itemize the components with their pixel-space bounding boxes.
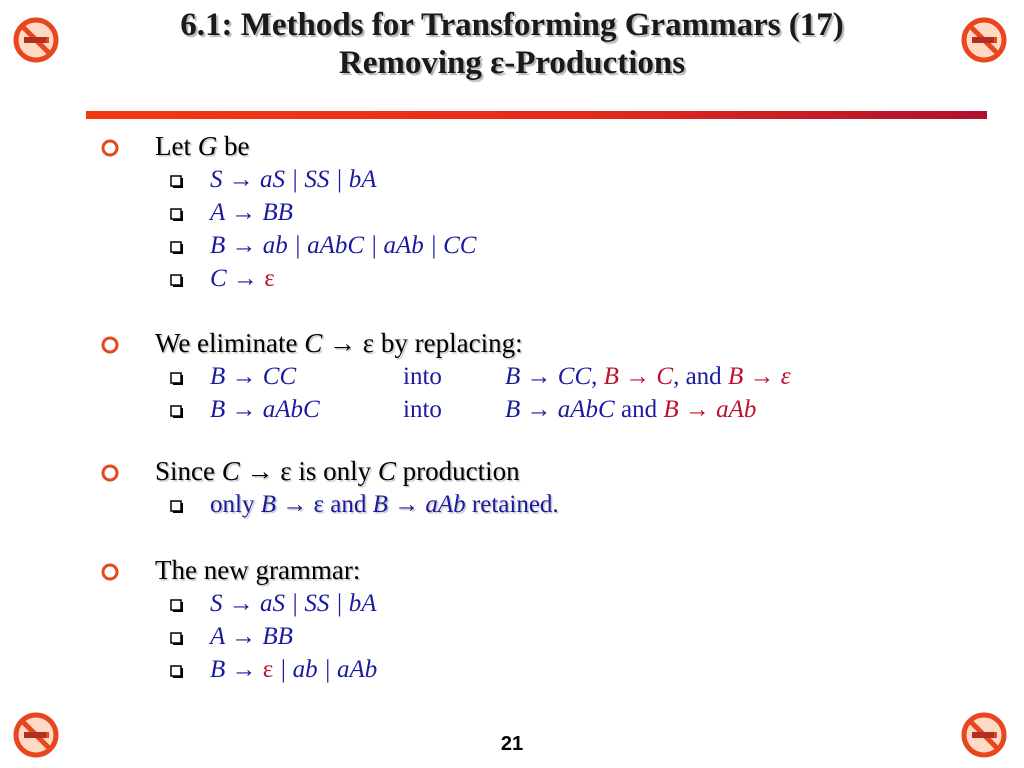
text: into xyxy=(403,396,442,423)
epsilon: ε xyxy=(264,265,275,292)
square-checkbox-bullet-icon xyxy=(170,405,184,419)
text: → ε and xyxy=(275,491,373,518)
section-2-heading xyxy=(155,327,523,359)
rule-s4-2: A → BB xyxy=(210,623,293,650)
text: and xyxy=(614,396,664,423)
text: G xyxy=(197,131,218,161)
text: We eliminate xyxy=(155,328,305,358)
section-4-heading: The new grammar: xyxy=(155,555,361,585)
text: B → aAb xyxy=(663,396,757,423)
rule-s1-4 xyxy=(210,264,275,294)
hollow-circle-bullet-icon xyxy=(100,138,120,158)
section-3-heading xyxy=(155,455,520,487)
text: → ε is only xyxy=(239,456,378,486)
hollow-circle-bullet-icon xyxy=(100,463,120,483)
text: B → CC xyxy=(210,363,297,390)
text: C → xyxy=(210,265,265,292)
text: be xyxy=(217,131,250,161)
text: retained. xyxy=(465,491,559,518)
text: Let xyxy=(155,131,198,161)
text: Since xyxy=(155,456,222,486)
text: B → C xyxy=(603,363,674,390)
square-checkbox-bullet-icon xyxy=(170,372,184,386)
title-line-2: Removing ε-Productions xyxy=(338,45,686,81)
text: , xyxy=(591,363,604,390)
text: → xyxy=(387,491,426,518)
hollow-circle-bullet-icon xyxy=(100,562,120,582)
text: C xyxy=(304,328,323,358)
replacement-row-2 xyxy=(210,395,910,425)
text: | ab | aAb xyxy=(273,656,378,683)
hollow-circle-bullet-icon xyxy=(100,335,120,355)
rule-s1-3: B → ab | aAbC | aAb | CC xyxy=(210,232,477,259)
text: → ε by replacing: xyxy=(322,328,523,358)
title-line-1: 6.1: Methods for Transforming Grammars (17) xyxy=(180,7,844,43)
text: C xyxy=(221,456,240,486)
square-checkbox-bullet-icon xyxy=(170,632,184,646)
rule-s4-1: S → aS | SS | bA xyxy=(210,590,377,617)
square-checkbox-bullet-icon xyxy=(170,665,184,679)
retained-note xyxy=(210,490,559,520)
text: only xyxy=(210,491,261,518)
text: aAb xyxy=(425,491,466,518)
text: B → aAbC xyxy=(505,396,615,423)
square-checkbox-bullet-icon xyxy=(170,241,184,255)
square-checkbox-bullet-icon xyxy=(170,500,184,514)
rule-s4-3 xyxy=(210,655,377,685)
rule-s1-2: A → BB xyxy=(210,199,293,226)
square-checkbox-bullet-icon xyxy=(170,175,184,189)
text: C xyxy=(377,456,396,486)
text: , and xyxy=(673,363,728,390)
text: B xyxy=(372,491,388,518)
text: B → CC xyxy=(505,363,592,390)
text: B → xyxy=(210,656,263,683)
square-checkbox-bullet-icon xyxy=(170,208,184,222)
epsilon: ε xyxy=(262,656,274,683)
rule-s1-1: S → aS | SS | bA xyxy=(210,166,377,193)
text: B xyxy=(260,491,276,518)
replacement-row-1 xyxy=(210,362,910,392)
text: production xyxy=(395,456,520,486)
square-checkbox-bullet-icon xyxy=(170,599,184,613)
text: into xyxy=(403,363,442,390)
page-number: 21 xyxy=(500,733,524,755)
text: B → ε xyxy=(727,363,791,390)
square-checkbox-bullet-icon xyxy=(170,274,184,288)
section-1-heading xyxy=(155,130,249,162)
text: B → aAbC xyxy=(210,396,320,423)
